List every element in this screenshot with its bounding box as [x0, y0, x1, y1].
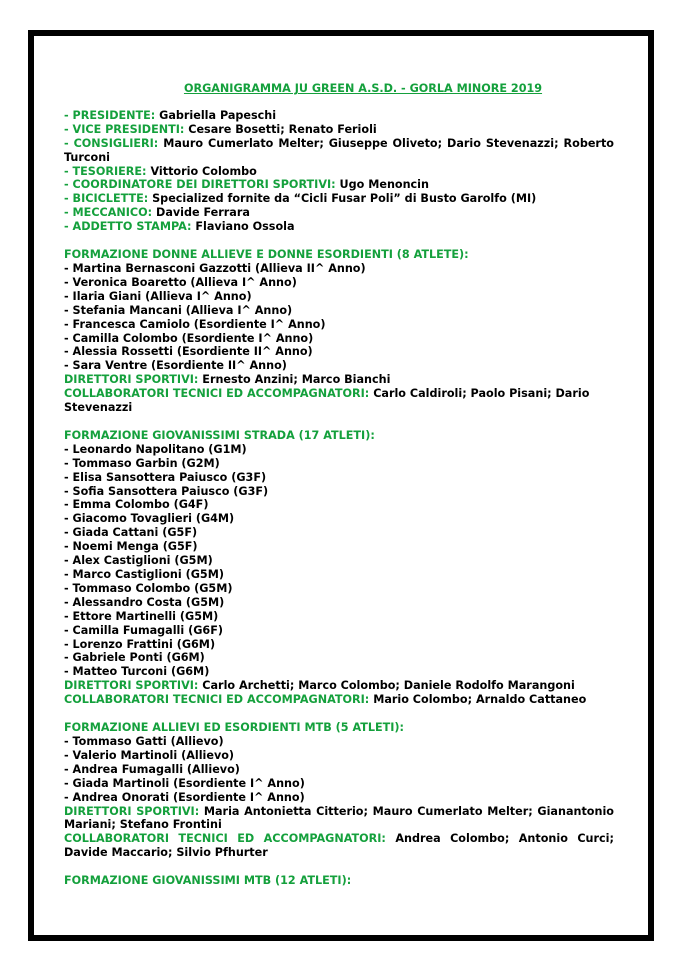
team-section — [64, 721, 614, 860]
member-item: - Leonardo Napolitano (G1M) — [64, 442, 247, 456]
role-value: Gabriella Papeschi — [159, 108, 277, 122]
member-item: - Stefania Mancani (Allieva I^ Anno) — [64, 303, 293, 317]
collaborators-value: Mario Colombo; Arnaldo Cattaneo — [373, 693, 587, 707]
section-heading: FORMAZIONE GIOVANISSIMI STRADA (17 ATLETI): — [64, 428, 375, 442]
member-item: - Valerio Martinoli (Allievo) — [64, 748, 235, 762]
role-label: - ADDETTO STAMPA: — [64, 220, 192, 234]
role-row — [64, 220, 614, 234]
collaborators-value: Andrea Colombo; Antonio Curci; Davide Maccario; Silvio Pfhurter — [64, 832, 614, 860]
team-section — [64, 248, 614, 415]
directors-row — [64, 805, 614, 833]
role-value: Ugo Menoncin — [339, 178, 429, 192]
role-label: - MECCANICO: — [64, 206, 153, 220]
member-item: - Giada Martinoli (Esordiente I^ Anno) — [64, 776, 305, 790]
member-item: - Veronica Boaretto (Allieva I^ Anno) — [64, 275, 297, 289]
section-heading: FORMAZIONE ALLIEVI ED ESORDIENTI MTB (5 ATLETI): — [64, 721, 405, 735]
directors-row — [64, 373, 614, 387]
role-label: - BICICLETTE: — [64, 192, 149, 206]
member-item: - Martina Bernasconi Gazzotti (Allieva II^ Anno) — [64, 261, 366, 275]
roles-list — [64, 109, 614, 234]
member-item: - Tommaso Gatti (Allievo) — [64, 734, 224, 748]
member-item: - Tommaso Garbin (G2M) — [64, 456, 220, 470]
role-label: - TESORIERE: — [64, 164, 147, 178]
role-label: - VICE PRESIDENTI: — [64, 122, 185, 136]
role-value: Cesare Bosetti; Renato Ferioli — [188, 122, 377, 136]
member-item: - Andrea Onorati (Esordiente I^ Anno) — [64, 790, 305, 804]
directors-label: DIRETTORI SPORTIVI: — [64, 804, 200, 818]
member-item: - Francesca Camiolo (Esordiente I^ Anno) — [64, 317, 326, 331]
member-item: - Alessia Rossetti (Esordiente II^ Anno) — [64, 345, 313, 359]
role-value: Davide Ferrara — [156, 206, 250, 220]
role-label: - PRESIDENTE: — [64, 108, 156, 122]
collaborators-row — [64, 832, 614, 860]
directors-label: DIRETTORI SPORTIVI: — [64, 679, 199, 693]
member-item: - Marco Castiglioni (G5M) — [64, 568, 224, 581]
member-item: - Camilla Fumagalli (G6F) — [64, 623, 223, 637]
directors-label: DIRETTORI SPORTIVI: — [64, 373, 199, 387]
directors-value: Maria Antonietta Citterio; Mauro Cumerlato Melter; Gianantonio Mariani; Stefano Frontini — [64, 804, 614, 832]
collaborators-row — [64, 693, 614, 707]
role-row — [64, 165, 614, 179]
role-value: Specialized fornite da “Cicli Fusar Poli” di Busto Garolfo (MI) — [152, 192, 537, 206]
member-item: - Elisa Sansottera Paiusco (G3F) — [64, 470, 267, 484]
team-section — [64, 429, 614, 707]
role-label: - COORDINATORE DEI DIRETTORI SPORTIVI: — [64, 178, 336, 192]
role-row — [64, 137, 614, 165]
document-body — [64, 82, 614, 888]
collaborators-label: COLLABORATORI TECNICI ED ACCOMPAGNATORI: — [64, 387, 370, 401]
collaborators-row — [64, 387, 614, 415]
member-item: - Noemi Menga (G5F) — [64, 540, 198, 554]
member-item: - Giacomo Tovaglieri (G4M) — [64, 512, 235, 526]
role-row — [64, 123, 614, 137]
member-item: - Alessandro Costa (G5M) — [64, 595, 225, 609]
member-item: - Ilaria Giani (Allieva I^ Anno) — [64, 289, 252, 303]
collaborators-label: COLLABORATORI TECNICI ED ACCOMPAGNATORI: — [64, 832, 386, 846]
section-heading: FORMAZIONE GIOVANISSIMI MTB (12 ATLETI): — [64, 874, 352, 888]
role-row — [64, 109, 614, 123]
member-item: - Alex Castiglioni (G5M) — [64, 554, 213, 568]
role-label: - CONSIGLIERI: — [64, 136, 159, 150]
member-item: - Tommaso Colombo (G5M) — [64, 581, 233, 595]
directors-value: Ernesto Anzini; Marco Bianchi — [202, 373, 391, 387]
member-item: - Giada Cattani (G5F) — [64, 526, 198, 540]
directors-value: Carlo Archetti; Marco Colombo; Daniele Rodolfo Marangoni — [202, 679, 575, 693]
member-item: - Emma Colombo (G4F) — [64, 498, 209, 512]
member-item: - Matteo Turconi (G6M) — [64, 665, 210, 679]
member-item: - Camilla Colombo (Esordiente I^ Anno) — [64, 331, 314, 345]
document-title: ORGANIGRAMMA JU GREEN A.S.D. - GORLA MINORE 2019 — [183, 82, 543, 95]
role-row — [64, 192, 614, 206]
member-item: - Andrea Fumagalli (Allievo) — [64, 762, 240, 776]
role-row — [64, 178, 614, 192]
member-item: - Ettore Martinelli (G5M) — [64, 609, 219, 623]
team-section — [64, 874, 614, 888]
section-heading: FORMAZIONE DONNE ALLIEVE E DONNE ESORDIENTI (8 ATLETE): — [64, 248, 469, 262]
collaborators-value: Carlo Caldiroli; Paolo Pisani; Dario Stevenazzi — [64, 387, 590, 415]
directors-row — [64, 679, 614, 693]
member-item: - Lorenzo Frattini (G6M) — [64, 637, 216, 651]
member-item: - Gabriele Ponti (G6M) — [64, 651, 205, 665]
collaborators-label: COLLABORATORI TECNICI ED ACCOMPAGNATORI: — [64, 693, 370, 707]
member-item: - Sofia Sansottera Paiusco (G3F) — [64, 484, 269, 498]
role-value: Flaviano Ossola — [195, 220, 295, 234]
role-row — [64, 206, 614, 220]
role-value: Vittorio Colombo — [150, 164, 257, 178]
role-value: Mauro Cumerlato Melter; Giuseppe Oliveto; Dario Stevenazzi; Roberto Turconi — [64, 136, 614, 164]
member-item: - Sara Ventre (Esordiente II^ Anno) — [64, 359, 287, 373]
